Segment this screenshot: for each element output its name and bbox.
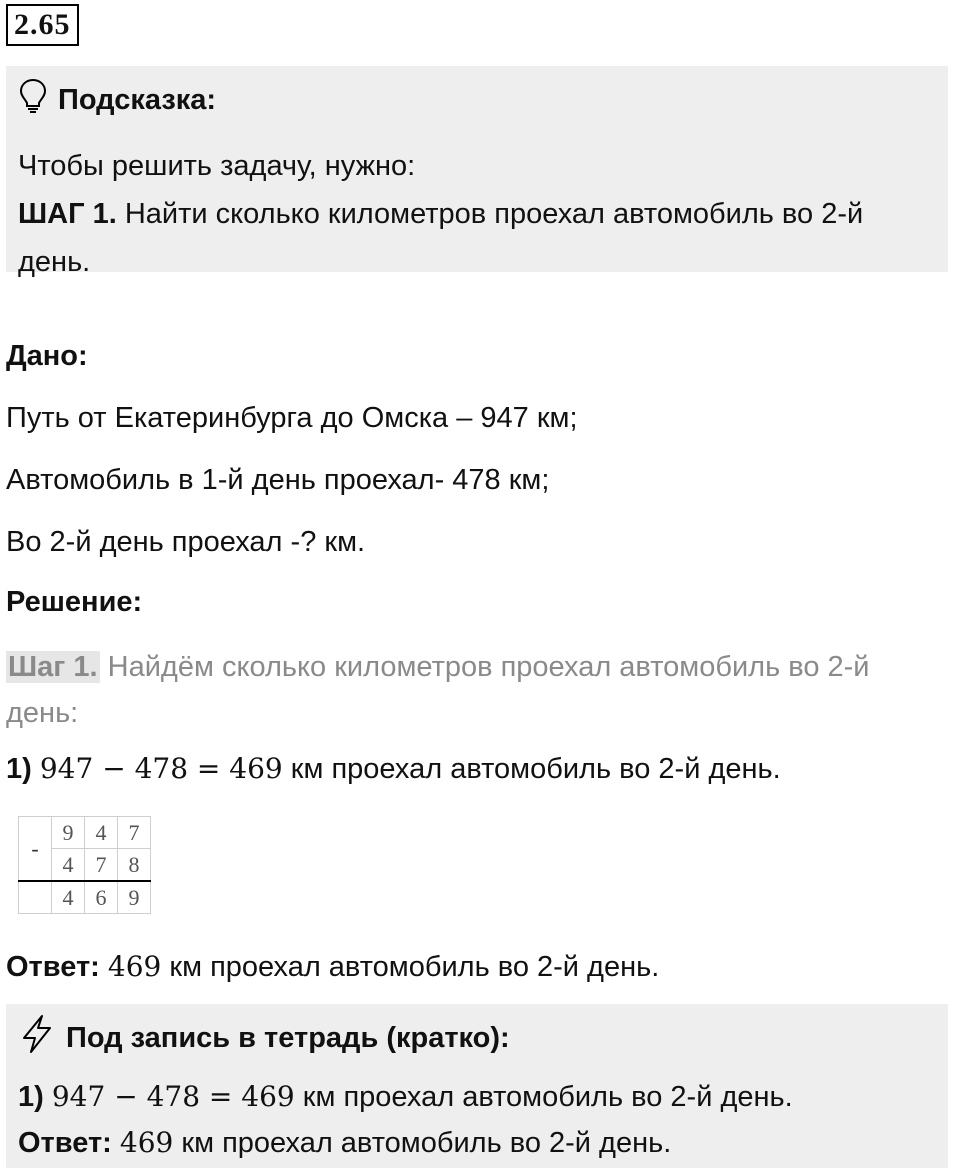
answer-text: км проехал автомобиль во 2-й день. <box>161 951 660 983</box>
solution-item-1 <box>6 752 781 786</box>
solution-item-label: 1) <box>6 753 32 785</box>
hint-step-label: ШАГ 1. <box>18 198 117 230</box>
solution-step <box>6 644 946 736</box>
given-line-1: Путь от Екатеринбурга до Омска – 947 км; <box>6 402 578 434</box>
given-line-3: Во 2-й день проехал -? км. <box>6 526 366 558</box>
digit-cell: 4 <box>52 849 85 882</box>
answer-value: 469 <box>107 950 162 983</box>
hint-body <box>18 142 928 286</box>
minus-sign: - <box>19 817 52 882</box>
hint-header <box>18 78 216 122</box>
solution-item-text: км проехал автомобиль во 2-й день. <box>282 753 781 785</box>
notes-title: Под запись в тетрадь (кратко): <box>66 1021 510 1054</box>
answer-line <box>6 950 659 984</box>
digit-cell: 7 <box>118 817 151 849</box>
task-number: 2.65 <box>6 4 79 46</box>
digit-cell: 9 <box>52 817 85 849</box>
hint-title: Подсказка: <box>58 83 217 116</box>
hint-step-text: Найти сколько километров проехал автомобиль во 2-й день. <box>18 198 864 278</box>
lightbulb-icon <box>18 78 58 122</box>
notes-answer-text: км проехал автомобиль во 2-й день. <box>173 1127 672 1159</box>
solution-step-label: Шаг 1. <box>8 651 98 683</box>
hint-intro: Чтобы решить задачу, нужно: <box>18 150 416 182</box>
given-line-2: Автомобиль в 1-й день проехал- 478 км; <box>6 464 550 496</box>
lightning-icon <box>18 1014 66 1062</box>
column-subtraction <box>18 816 151 914</box>
result-row <box>19 881 151 914</box>
notes-item-label: 1) <box>18 1081 44 1113</box>
given-title: Дано: <box>6 340 88 372</box>
minuend-row <box>19 817 151 849</box>
notes-expression: 947 − 478 = 469 <box>51 1080 295 1113</box>
hint-box <box>6 66 948 278</box>
solution-title: Решение: <box>6 586 143 618</box>
solution-expression: 947 − 478 = 469 <box>39 752 283 785</box>
notes-item-text: км проехал автомобиль во 2-й день. <box>294 1081 793 1113</box>
hint-step <box>18 190 928 286</box>
notes-header <box>18 1014 510 1062</box>
notes-item-1 <box>18 1074 938 1120</box>
digit-cell: 8 <box>118 849 151 882</box>
solution-step-text: Найдём сколько километров проехал автомобиль во 2-й день: <box>6 651 870 729</box>
digit-cell: 4 <box>85 817 118 849</box>
notes-answer <box>18 1120 938 1166</box>
digit-cell: 7 <box>85 849 118 882</box>
notes-answer-value: 469 <box>119 1126 174 1159</box>
empty-cell <box>19 881 52 914</box>
answer-label: Ответ: <box>6 951 100 983</box>
digit-cell: 9 <box>118 881 151 914</box>
notes-body <box>18 1074 938 1166</box>
notes-box <box>6 1004 948 1168</box>
digit-cell: 4 <box>52 881 85 914</box>
notes-answer-label: Ответ: <box>18 1127 112 1159</box>
digit-cell: 6 <box>85 881 118 914</box>
